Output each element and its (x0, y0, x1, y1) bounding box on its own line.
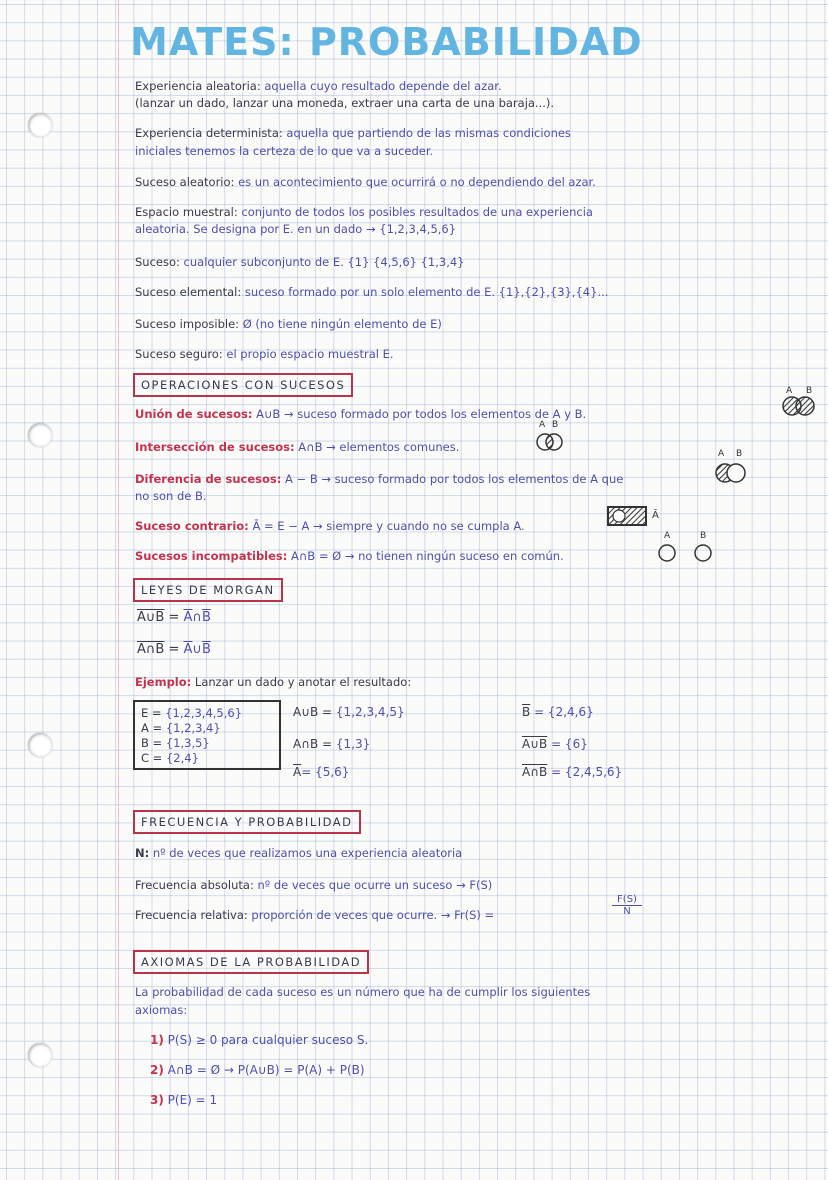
svg-text:Ā: Ā (652, 510, 659, 521)
venn-intersection-icon (533, 418, 567, 454)
section-heading-operaciones: OPERACIONES CON SUCESOS (133, 373, 353, 397)
binder-hole (28, 423, 52, 447)
frequency-line: N: nº de veces que realizamos una experiencia aleatoria (135, 846, 463, 860)
svg-text:B: B (700, 531, 707, 541)
definition-line: Suceso imposible: Ø (no tiene ningún elemento de E) (135, 317, 442, 331)
morgan-law-1: A∪B = $\overline{A}\cap\overline{B}$ (137, 610, 211, 625)
venn-union-icon (778, 384, 822, 418)
venn-complement-icon (606, 504, 666, 530)
example-result: A∪B = {1,2,3,4,5} (293, 705, 405, 719)
example-result: A∩B = {1,3} (293, 737, 371, 751)
axioms-intro: La probabilidad de cada suceso es un número que ha de cumplir los siguientes (135, 985, 591, 999)
margin-line (118, 0, 119, 1180)
example-result: $\overline{A}= \{5,6\}$ (293, 765, 350, 779)
example-line: Ejemplo: Lanzar un dado y anotar el resultado: (135, 675, 412, 689)
definition-line: Suceso elemental: suceso formado por un solo elemento de E. {1},{2},{3},{4}... (135, 285, 609, 299)
definition-line: (lanzar un dado, lanzar una moneda, extraer una carta de una baraja...). (135, 96, 555, 110)
axiom-item: 1) P(S) ≥ 0 para cualquier suceso S. (150, 1033, 369, 1047)
svg-text:A: A (786, 386, 793, 396)
svg-text:B: B (552, 420, 559, 430)
axioms-intro: axiomas: (135, 1003, 188, 1017)
svg-text:A: A (718, 449, 725, 459)
example-result: A∪B = {6} (522, 737, 588, 751)
frequency-line: Frecuencia relativa: proporción de veces que ocurre. → Fr(S) = (135, 908, 495, 922)
svg-text:B: B (806, 386, 813, 396)
axiom-item: 2) A∩B = Ø → P(A∪B) = P(A) + P(B) (150, 1063, 365, 1077)
operation-line: Sucesos incompatibles: A∩B = Ø → no tienen ningún suceso en común. (135, 549, 564, 563)
relative-frequency-fraction: F(S) N (612, 894, 642, 917)
definition-line: Experiencia determinista: aquella que partiendo de las mismas condiciones (135, 126, 571, 140)
operation-line: Unión de sucesos: A∪B → suceso formado por todos los elementos de A y B. (135, 407, 587, 421)
binder-hole (28, 113, 52, 137)
section-heading-frecuencia: FRECUENCIA Y PROBABILIDAD (133, 810, 361, 834)
frequency-line: Frecuencia absoluta: nº de veces que ocurre un suceso → F(S) (135, 878, 493, 892)
binder-hole (28, 1043, 52, 1067)
operation-line: no son de B. (135, 489, 207, 503)
example-sets-box: E = {1,2,3,4,5,6} A = {1,2,3,4} B = {1,3,5} C = {2,4} (133, 700, 281, 770)
operation-line: Diferencia de sucesos: A − B → suceso formado por todos los elementos de A que (135, 472, 624, 486)
page-title: MATES: PROBABILIDAD (130, 20, 643, 64)
definition-line: Suceso: cualquier subconjunto de E. {1} {4,5,6} {1,3,4} (135, 255, 465, 269)
binder-hole (28, 733, 52, 757)
operation-line: Suceso contrario: Ā = E − A → siempre y cuando no se cumpla A. (135, 519, 525, 533)
axiom-item: 3) P(E) = 1 (150, 1093, 218, 1107)
definition-line: Suceso seguro: el propio espacio muestral E. (135, 347, 394, 361)
definition-line: Suceso aleatorio: es un acontecimiento que ocurrirá o no dependiendo del azar. (135, 175, 596, 189)
svg-text:B: B (736, 449, 743, 459)
definition-line: aleatoria. Se designa por E. en un dado → {1,2,3,4,5,6} (135, 222, 457, 236)
section-heading-axiomas: AXIOMAS DE LA PROBABILIDAD (133, 950, 369, 974)
definition-line: iniciales tenemos la certeza de lo que va a suceder. (135, 144, 434, 158)
definition-line: Experiencia aleatoria: aquella cuyo resultado depende del azar. (135, 79, 502, 93)
definition-line: Espacio muestral: conjunto de todos los posibles resultados de una experiencia (135, 205, 593, 219)
example-result: $\overline{B} = \{2,4,6\}$ (522, 705, 594, 719)
section-heading-morgan: LEYES DE MORGAN (133, 578, 283, 602)
venn-difference-icon (712, 446, 752, 486)
svg-text:A: A (664, 531, 671, 541)
example-result: A∩B = {2,4,5,6} (522, 765, 623, 779)
svg-text:A: A (539, 420, 546, 430)
morgan-law-2: A∩B = $\overline{A}\cup\overline{B}$ (137, 642, 211, 657)
operation-line: Intersección de sucesos: A∩B → elementos comunes. (135, 440, 460, 454)
venn-incompatible-icon (655, 528, 715, 564)
